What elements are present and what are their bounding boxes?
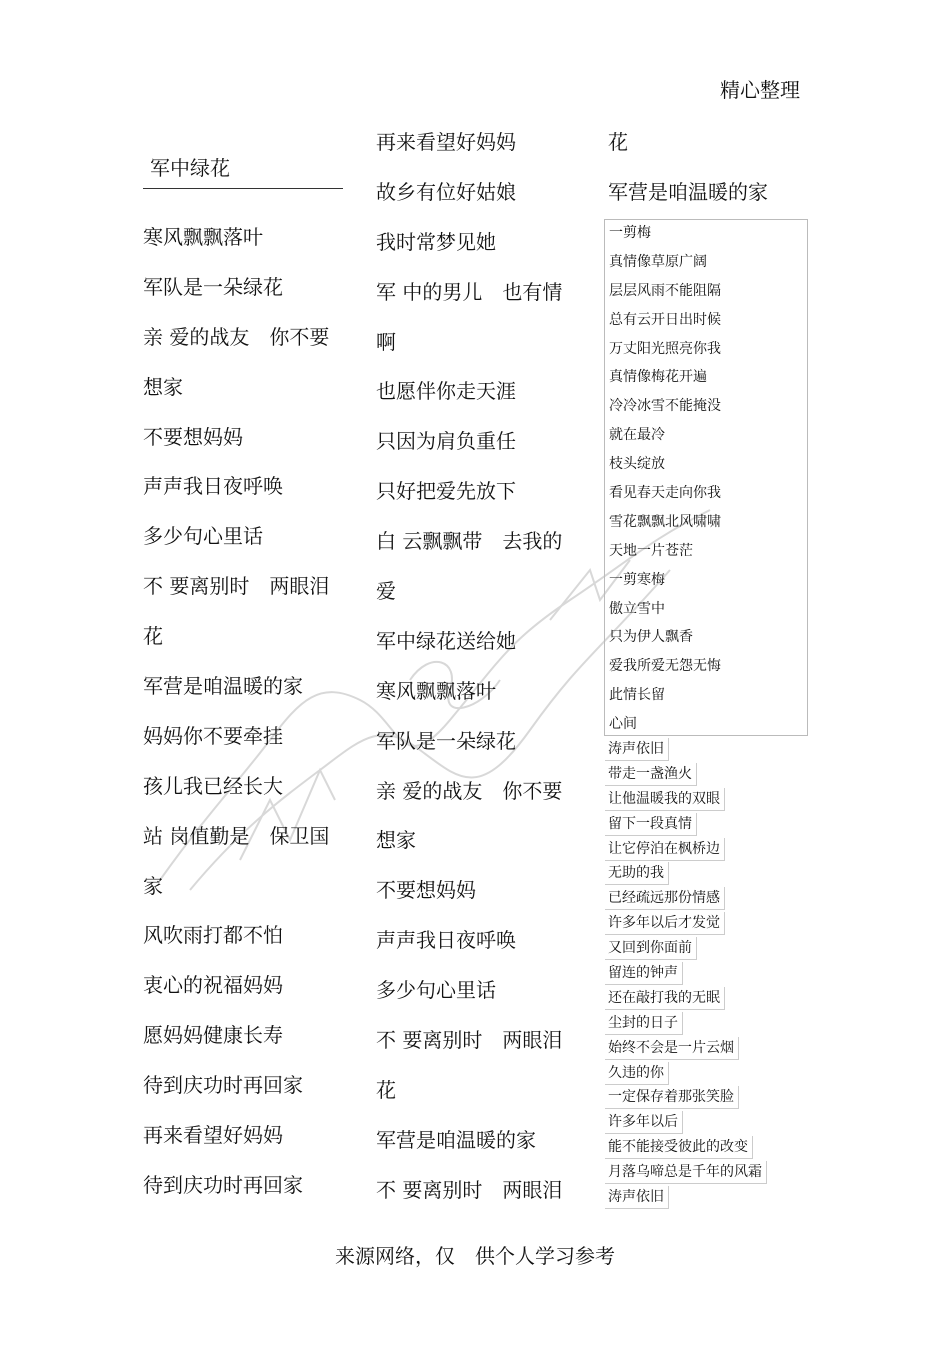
lower-poem-line	[605, 738, 767, 763]
poem-column-1	[143, 223, 329, 1221]
lower-poem	[605, 738, 767, 1211]
poem-line: 孩儿我已经长大	[143, 773, 283, 798]
poem-line: 愿妈妈健康长寿	[143, 1023, 283, 1048]
lower-poem-line-text: 已经疏远那份情感	[605, 887, 725, 910]
lower-poem-line	[605, 1012, 767, 1037]
lower-poem-line-text: 始终不会是一片云烟	[605, 1037, 739, 1060]
poem-line: 白 云飘飘带 去我的	[376, 529, 563, 554]
poem-line: 多少句心里话	[143, 524, 263, 549]
lower-poem-line	[605, 862, 767, 887]
box-poem-line: 万丈阳光照亮你我	[609, 340, 721, 357]
poem-line: 声声我日夜呼唤	[143, 474, 283, 499]
box-poem-line: 雪花飘飘北风啸啸	[609, 513, 721, 530]
poem-line: 家	[143, 873, 163, 898]
lower-poem-line	[605, 838, 767, 863]
poem-column-2	[376, 128, 562, 1226]
poem-line: 花	[608, 130, 628, 154]
poem-title: 军中绿花	[150, 156, 230, 180]
lower-poem-line	[605, 788, 767, 813]
poem-line: 想家	[376, 828, 416, 853]
lower-poem-line-text: 久违的你	[605, 1062, 669, 1085]
poem-line: 不要想妈妈	[143, 424, 243, 449]
lower-poem-line-text: 带走一盏渔火	[605, 763, 697, 786]
poem-line: 爱	[376, 579, 396, 604]
poem-line: 军中绿花送给她	[376, 628, 516, 653]
lower-poem-line	[605, 1086, 767, 1111]
lower-poem-line	[605, 1136, 767, 1161]
lower-poem-line-text: 让他温暖我的双眼	[605, 788, 725, 811]
poem-line: 军 中的男儿 也有情	[376, 279, 563, 304]
box-poem-line: 爱我所爱无怨无悔	[609, 658, 721, 675]
lower-poem-line-text: 留下一段真情	[605, 813, 697, 836]
poem-line: 衷心的祝福妈妈	[143, 973, 283, 998]
box-poem-line: 心间	[609, 716, 637, 733]
poem-line: 风吹雨打都不怕	[143, 923, 283, 948]
lower-poem-line-text: 许多年以后	[605, 1111, 683, 1134]
lower-poem-line-text: 涛声依旧	[605, 738, 669, 761]
poem-line: 妈妈你不要牵挂	[143, 723, 283, 748]
poem-column-3	[608, 128, 768, 228]
box-poem-line: 层层风雨不能阻隔	[609, 282, 721, 299]
poem-line: 我时常梦见她	[376, 229, 496, 254]
header-label: 精心整理	[720, 78, 800, 102]
poem-line: 想家	[143, 374, 183, 399]
lower-poem-line	[605, 813, 767, 838]
lower-poem-line	[605, 1037, 767, 1062]
poem-line: 只因为肩负重任	[376, 429, 516, 454]
lower-poem-line-text: 能不能接受彼此的改变	[605, 1136, 753, 1159]
box-poem-line: 只为伊人飘香	[609, 629, 693, 646]
poem-line: 花	[143, 624, 163, 649]
lower-poem-line	[605, 887, 767, 912]
box-poem-line: 真情像梅花开遍	[609, 369, 707, 386]
poem-line: 军队是一朵绿花	[376, 728, 516, 753]
poem-line: 军营是咱温暖的家	[143, 674, 303, 699]
box-poem-line: 冷冷冰雪不能掩没	[609, 398, 721, 415]
box-poem-line: 总有云开日出时候	[609, 311, 721, 328]
lower-poem-line	[605, 1186, 767, 1211]
lower-poem-line	[605, 1111, 767, 1136]
box-poem-line: 天地一片苍茫	[609, 542, 693, 559]
lower-poem-line	[605, 763, 767, 788]
poem-line: 军营是咱温暖的家	[376, 1127, 536, 1152]
lower-poem-line-text: 涛声依旧	[605, 1186, 669, 1209]
box-poem-line: 傲立雪中	[609, 600, 665, 617]
box-poem-line: 真情像草原广阔	[609, 253, 707, 270]
box-poem-line: 看见春天走向你我	[609, 485, 721, 502]
poem-line: 只好把爱先放下	[376, 479, 516, 504]
box-poem	[609, 224, 721, 744]
poem-line: 军队是一朵绿花	[143, 274, 283, 299]
poem-line: 多少句心里话	[376, 978, 496, 1003]
poem-line: 站 岗值勤是 保卫国	[143, 823, 330, 848]
poem-line: 啊	[376, 329, 396, 354]
lower-poem-line	[605, 987, 767, 1012]
poem-line: 亲 爱的战友 你不要	[376, 778, 563, 803]
lower-poem-line-text: 尘封的日子	[605, 1012, 683, 1035]
poem-line: 不 要离别时 两眼泪	[376, 1028, 563, 1053]
box-poem-line: 此情长留	[609, 687, 665, 704]
lower-poem-line	[605, 1161, 767, 1186]
poem-line: 待到庆功时再回家	[143, 1073, 303, 1098]
poem-line: 故乡有位好姑娘	[376, 179, 516, 204]
footer-text: 来源网络，仅 供个人学习参考	[335, 1244, 615, 1268]
box-poem-line: 枝头绽放	[609, 456, 665, 473]
poem-line: 不要想妈妈	[376, 878, 476, 903]
lower-poem-line	[605, 912, 767, 937]
poem-line: 也愿伴你走天涯	[376, 379, 516, 404]
poem-line: 再来看望好妈妈	[143, 1123, 283, 1148]
poem-line: 亲 爱的战友 你不要	[143, 324, 330, 349]
lower-poem-line	[605, 962, 767, 987]
lower-poem-line-text: 许多年以后才发觉	[605, 912, 725, 935]
lower-poem-line-text: 又回到你面前	[605, 937, 697, 960]
lower-poem-line	[605, 1062, 767, 1087]
box-poem-line: 就在最冷	[609, 427, 665, 444]
lower-poem-line-text: 还在敲打我的无眠	[605, 987, 725, 1010]
lower-poem-line-text: 月落乌啼总是千年的风霜	[605, 1161, 767, 1184]
lower-poem-line-text: 一定保存着那张笑脸	[605, 1086, 739, 1109]
box-poem-line: 一剪梅	[609, 225, 651, 241]
poem-line: 不 要离别时 两眼泪	[143, 574, 330, 599]
poem-line: 寒风飘飘落叶	[376, 678, 496, 703]
poem-line: 不 要离别时 两眼泪	[376, 1177, 563, 1202]
lower-poem-line-text: 让它停泊在枫桥边	[605, 838, 725, 861]
lower-poem-line-text: 无助的我	[605, 862, 669, 885]
lower-poem-line-text: 留连的钟声	[605, 962, 683, 985]
title-underline	[143, 188, 343, 189]
poem-line: 花	[376, 1077, 396, 1102]
lower-poem-line	[605, 937, 767, 962]
poem-line: 军营是咱温暖的家	[608, 179, 768, 204]
poem-line: 待到庆功时再回家	[143, 1172, 303, 1197]
poem-line: 声声我日夜呼唤	[376, 928, 516, 953]
poem-line: 再来看望好妈妈	[376, 130, 516, 154]
box-poem-line: 一剪寒梅	[609, 571, 665, 588]
poem-line: 寒风飘飘落叶	[143, 225, 263, 249]
